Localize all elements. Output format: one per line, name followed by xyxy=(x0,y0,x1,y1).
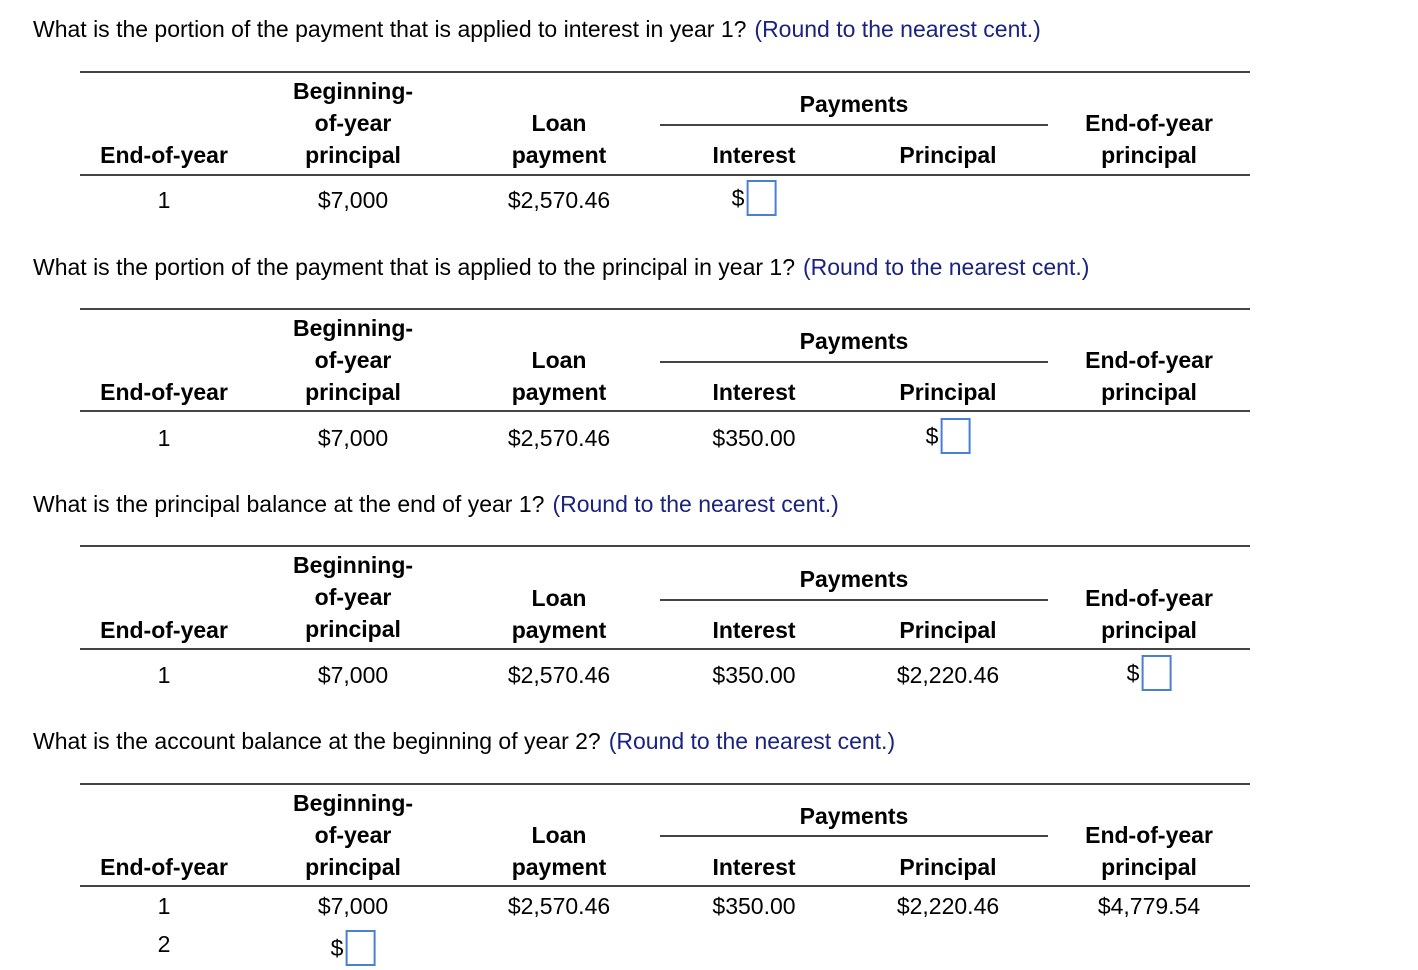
payments-rule xyxy=(660,124,1048,126)
cell-beginning-principal: $7,000 xyxy=(317,187,389,213)
header-end-principal: End-of-year principal xyxy=(1085,585,1213,643)
cell-year: 1 xyxy=(157,893,171,919)
header-rule xyxy=(80,885,1250,887)
end-principal-input[interactable] xyxy=(1141,655,1171,691)
payments-rule xyxy=(660,835,1048,837)
header-beginning-principal: Beginning- of-year principal xyxy=(292,315,414,405)
cell-loan-payment: $2,570.46 xyxy=(507,187,611,213)
header-rule xyxy=(80,648,1250,650)
question-4 xyxy=(33,727,895,755)
cell-year: 1 xyxy=(157,187,171,213)
cell-loan-payment: $2,570.46 xyxy=(507,662,611,688)
principal-input[interactable] xyxy=(940,418,970,454)
header-end-of-year: End-of-year xyxy=(100,617,228,643)
header-beginning-principal: Beginning- of-year principal xyxy=(292,78,414,168)
cell-principal: $2,220.46 xyxy=(896,893,1000,919)
table-top-rule xyxy=(80,71,1250,73)
cell-loan-payment: $2,570.46 xyxy=(507,425,611,451)
header-end-of-year: End-of-year xyxy=(100,142,228,168)
table-top-rule xyxy=(80,545,1250,547)
question-1 xyxy=(33,15,1041,43)
cell-year: 1 xyxy=(157,662,171,688)
question-1-hint: (Round to the nearest cent.) xyxy=(754,16,1041,42)
question-3-hint: (Round to the nearest cent.) xyxy=(552,491,839,517)
header-loan-payment: Loan payment xyxy=(511,110,607,168)
header-end-of-year: End-of-year xyxy=(100,854,228,880)
currency-symbol: $ xyxy=(731,185,745,211)
cell-end-principal: $4,779.54 xyxy=(1097,893,1201,919)
question-3-text: What is the principal balance at the end of year 1? xyxy=(33,491,545,517)
header-payments: Payments xyxy=(799,803,909,829)
cell-interest: $350.00 xyxy=(712,893,796,919)
cell-year: 1 xyxy=(157,425,171,451)
header-principal: Principal xyxy=(899,617,997,643)
header-interest: Interest xyxy=(712,142,796,168)
next-beginning-principal-input[interactable] xyxy=(345,930,375,966)
header-rule xyxy=(80,174,1250,176)
cell-beginning-principal: $7,000 xyxy=(317,662,389,688)
currency-symbol: $ xyxy=(330,935,344,961)
table-top-rule xyxy=(80,308,1250,310)
header-principal: Principal xyxy=(899,854,997,880)
header-end-principal: End-of-year principal xyxy=(1085,822,1213,880)
header-interest: Interest xyxy=(712,617,796,643)
cell-year-2: 2 xyxy=(157,931,171,957)
next-beginning-principal-answer xyxy=(331,930,376,966)
interest-input[interactable] xyxy=(746,180,776,216)
question-2 xyxy=(33,253,1089,281)
cell-interest: $350.00 xyxy=(712,425,796,451)
cell-beginning-principal: $7,000 xyxy=(317,425,389,451)
header-beginning-principal: Beginning- of-year principal xyxy=(292,790,414,880)
header-payments: Payments xyxy=(799,328,909,354)
header-payments: Payments xyxy=(799,91,909,117)
question-4-hint: (Round to the nearest cent.) xyxy=(608,728,896,754)
header-principal: Principal xyxy=(899,142,997,168)
cell-principal: $2,220.46 xyxy=(896,662,1000,688)
header-payments: Payments xyxy=(799,566,909,592)
table-row-year-2 xyxy=(80,930,1250,961)
payments-rule xyxy=(660,599,1048,601)
currency-symbol: $ xyxy=(1126,660,1140,686)
header-rule xyxy=(80,410,1250,412)
header-loan-payment: Loan payment xyxy=(511,347,607,405)
question-2-hint: (Round to the nearest cent.) xyxy=(803,254,1090,280)
interest-answer xyxy=(732,180,777,216)
principal-answer xyxy=(926,418,971,454)
header-end-principal: End-of-year principal xyxy=(1085,110,1213,168)
header-principal: Principal xyxy=(899,379,997,405)
question-1-text: What is the portion of the payment that is applied to interest in year 1? xyxy=(33,16,747,42)
question-3 xyxy=(33,490,839,518)
header-loan-payment: Loan payment xyxy=(511,822,607,880)
question-2-text: What is the portion of the payment that is applied to the principal in year 1? xyxy=(33,254,795,280)
header-beginning-principal: Beginning- of-year principal xyxy=(292,552,414,642)
cell-interest: $350.00 xyxy=(712,662,796,688)
payments-rule xyxy=(660,361,1048,363)
end-principal-answer xyxy=(1127,655,1172,691)
currency-symbol: $ xyxy=(925,423,939,449)
header-interest: Interest xyxy=(712,854,796,880)
question-4-text: What is the account balance at the beginning of year 2? xyxy=(33,728,601,754)
cell-beginning-principal: $7,000 xyxy=(317,893,389,919)
header-end-of-year: End-of-year xyxy=(100,379,228,405)
header-interest: Interest xyxy=(712,379,796,405)
header-end-principal: End-of-year principal xyxy=(1085,347,1213,405)
table-top-rule xyxy=(80,783,1250,785)
cell-loan-payment: $2,570.46 xyxy=(507,893,611,919)
header-loan-payment: Loan payment xyxy=(511,585,607,643)
